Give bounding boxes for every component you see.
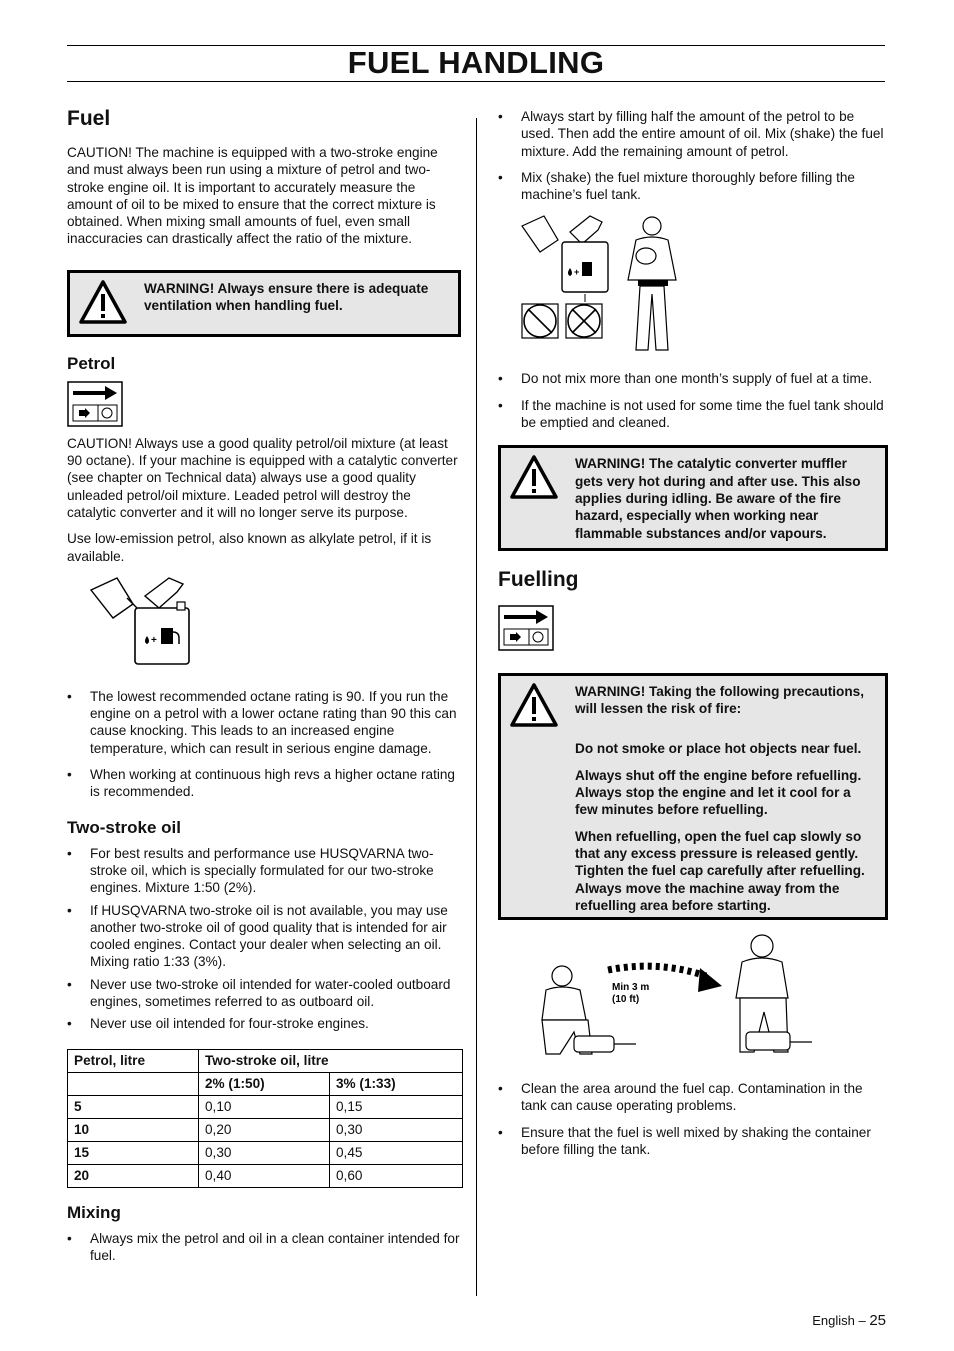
manual-arrow-icon: [67, 381, 123, 427]
petrol-bullet-list: [67, 688, 463, 801]
left-column: [67, 106, 463, 1273]
warning-ventilation-text: WARNING! Always ensure there is adequate ventilation when handling fuel.: [144, 280, 429, 314]
list-item: • The lowest recommended octane rating is 90. If you run the engine on a petrol with a lower octane rating than 90 this can cause knocking. This leads to an increased engine temperature, which can result in serious engine damage.: [67, 688, 463, 757]
list-item: • When working at continuous high revs a higher octane rating is recommended.: [67, 766, 463, 801]
mixing-bullet-list: [67, 1230, 463, 1265]
refuel-distance-illustration: [516, 932, 816, 1062]
table-subheader-2pct: 2% (1:50): [199, 1072, 330, 1095]
warning-catalytic-box: [498, 445, 888, 550]
warning-triangle-icon: [78, 279, 128, 325]
distance-label: (10 ft): [612, 994, 640, 1006]
table-cell: 5: [68, 1095, 199, 1118]
list-item: • Ensure that the fuel is well mixed by shaking the container before filling the tank.: [498, 1124, 888, 1159]
list-item: • Do not mix more than one month’s supply of fuel at a time.: [498, 370, 888, 387]
table-cell: 0,40: [199, 1164, 330, 1187]
table-header-oil: Two-stroke oil, litre: [199, 1049, 463, 1072]
list-item: • Clean the area around the fuel cap. Contamination in the tank can cause operating problems.: [498, 1080, 888, 1115]
manual-arrow-icon: [498, 605, 554, 651]
oil-mix-table: [67, 1049, 463, 1188]
petrol-heading: Petrol: [67, 353, 116, 373]
petrol-caution-text: CAUTION! Always use a good quality petrol/oil mixture (at least 90 octane). If your machine is equipped with a catalytic converter (see chapter on Technical data) always use a good quality unleaded petrol/oil mixture. Leaded petrol will destroy the catalytic converter and it will no longer serve its purpose.: [67, 435, 458, 520]
footer-dash: –: [858, 1313, 866, 1328]
fuel-heading: Fuel: [67, 107, 111, 130]
table-cell: 0,60: [330, 1164, 463, 1187]
warning-fire-line: Do not smoke or place hot objects near fuel.: [575, 741, 862, 757]
table-cell: 0,30: [330, 1118, 463, 1141]
page-title: FUEL HANDLING: [347, 45, 605, 80]
warning-fire-box: [498, 673, 888, 920]
table-cell: 0,20: [199, 1118, 330, 1141]
distance-label: Min 3 m: [612, 982, 650, 994]
warning-fire-line: When refuelling, open the fuel cap slowly so that any excess pressure is released gently. Tighten the fuel cap carefully after refuelling. Always move the machine away from the refuelling area before starting.: [575, 828, 865, 913]
table-row: [68, 1164, 463, 1187]
table-header-row: [68, 1049, 463, 1072]
page-footer: [812, 1312, 886, 1329]
table-cell: 0,30: [199, 1141, 330, 1164]
warning-triangle-icon: [509, 682, 559, 728]
list-item: • If HUSQVARNA two-stroke oil is not available, you may use another two-stroke oil of good quality that is intended for air cooled engines. Contact your dealer when selecting an oil. Mixing ratio 1:33 (3%).: [67, 902, 463, 971]
column-divider: [476, 118, 477, 1296]
table-row: [68, 1118, 463, 1141]
list-item: • Always start by filling half the amount of the petrol to be used. Then add the entire amount of oil. Mix (shake) the fuel mixture. Add the remaining amount of petrol.: [498, 108, 888, 160]
fuel-can-icon: [87, 574, 197, 666]
fuelling-heading: Fuelling: [498, 567, 579, 591]
warning-ventilation-box: [67, 270, 461, 337]
table-cell: [68, 1072, 199, 1095]
list-item: • Never use two-stroke oil intended for water-cooled outboard engines, sometimes referred to as outboard oil.: [67, 976, 463, 1011]
list-item: • For best results and performance use HUSQVARNA two-stroke oil, which is specially formulated for our two-stroke engines. Mixture 1:50 (2%).: [67, 845, 463, 897]
warning-fire-intro: WARNING! Taking the following precautions, will lessen the risk of fire:: [575, 683, 864, 717]
right-column: [498, 108, 888, 1167]
footer-language: English: [812, 1313, 855, 1328]
svg-text:+: +: [151, 634, 157, 646]
header-rule-bottom: [67, 81, 885, 82]
fuel-caution-text: CAUTION! The machine is equipped with a two-stroke engine and must always been run using a mixture of petrol and two-stroke engine oil. It is important to accurately measure the amount of oil to be mixed to ensure that the correct mixture is obtained. When mixing small amounts of fuel, even small inaccuracies can drastically affect the ratio of the mixture.: [67, 145, 438, 247]
table-subheader-3pct: 3% (1:33): [330, 1072, 463, 1095]
supply-bullet-list: [498, 370, 888, 431]
table-row: [68, 1095, 463, 1118]
table-row: [68, 1141, 463, 1164]
table-cell: 0,10: [199, 1095, 330, 1118]
final-bullet-list: [498, 1080, 888, 1158]
svg-text:+: +: [574, 267, 580, 278]
two-stroke-oil-heading: Two-stroke oil: [67, 817, 181, 837]
table-header-petrol: Petrol, litre: [68, 1049, 199, 1072]
table-cell: 15: [68, 1141, 199, 1164]
petrol-lowemission-text: Use low-emission petrol, also known as alkylate petrol, if it is available.: [67, 531, 432, 564]
list-item: • Mix (shake) the fuel mixture thoroughly before filling the machine’s fuel tank.: [498, 169, 888, 204]
list-item: • Never use oil intended for four-stroke engines.: [67, 1015, 463, 1032]
warning-fire-line: Always shut off the engine before refuelling. Always stop the engine and let it cool for a few minutes before refuelling.: [575, 767, 862, 818]
warning-triangle-icon: [509, 454, 559, 500]
page-number: 25: [869, 1312, 886, 1329]
list-item: • Always mix the petrol and oil in a clean container intended for fuel.: [67, 1230, 463, 1265]
table-cell: 0,45: [330, 1141, 463, 1164]
list-item: • If the machine is not used for some time the fuel tank should be emptied and cleaned.: [498, 397, 888, 432]
mixing-heading: Mixing: [67, 1202, 121, 1222]
table-cell: 0,15: [330, 1095, 463, 1118]
table-cell: 20: [68, 1164, 199, 1187]
oil-bullet-list: [67, 845, 463, 1033]
table-cell: 10: [68, 1118, 199, 1141]
mix-bullet-list: [498, 108, 888, 203]
warning-catalytic-text: WARNING! The catalytic converter muffler gets very hot during and after use. This also applies during idling. Be aware of the fire hazard, especially when working near flammable substances and/or vapours.: [575, 456, 861, 541]
table-subheader-row: [68, 1072, 463, 1095]
fuel-mixing-illustration: [518, 212, 698, 354]
